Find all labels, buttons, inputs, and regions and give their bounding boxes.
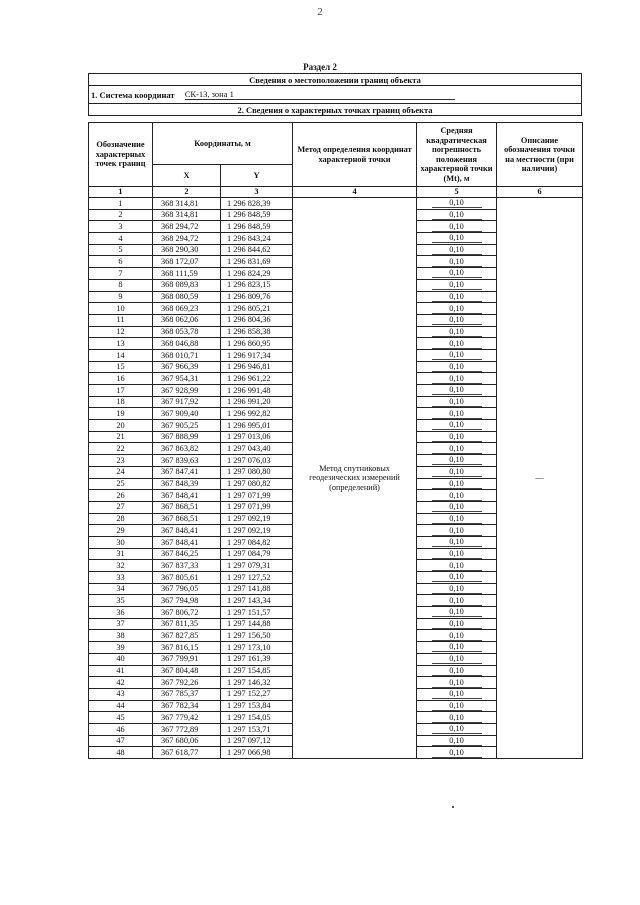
coord-system-value-line xyxy=(185,89,455,100)
coord-x: 367 847,41 xyxy=(153,466,221,478)
coord-x: 368 069,23 xyxy=(153,303,221,315)
accuracy-value: 0,10 xyxy=(432,526,482,536)
accuracy-value: 0,10 xyxy=(432,748,482,758)
header-y: Y xyxy=(221,165,293,187)
column-number: 5 xyxy=(417,187,497,198)
coord-y: 1 296 843,24 xyxy=(221,233,293,245)
coord-y: 1 296 991,20 xyxy=(221,396,293,408)
accuracy-value: 0,10 xyxy=(432,304,482,314)
accuracy-cell xyxy=(417,723,497,735)
coord-y: 1 297 071,99 xyxy=(221,490,293,502)
coord-system-label: 1. Система координат xyxy=(91,90,175,100)
point-number: 40 xyxy=(89,653,153,665)
point-number: 28 xyxy=(89,513,153,525)
point-number: 30 xyxy=(89,536,153,548)
point-number: 37 xyxy=(89,618,153,630)
accuracy-cell xyxy=(417,349,497,361)
coord-y: 1 297 141,88 xyxy=(221,583,293,595)
coord-x: 368 314,81 xyxy=(153,209,221,221)
accuracy-cell xyxy=(417,268,497,280)
point-number: 32 xyxy=(89,560,153,572)
coord-x: 367 928,99 xyxy=(153,385,221,397)
point-number: 4 xyxy=(89,233,153,245)
point-number: 27 xyxy=(89,501,153,513)
point-number: 41 xyxy=(89,665,153,677)
coord-y: 1 296 848,59 xyxy=(221,221,293,233)
accuracy-cell xyxy=(417,583,497,595)
accuracy-value: 0,10 xyxy=(432,584,482,594)
accuracy-value: 0,10 xyxy=(432,724,482,734)
coord-y: 1 296 828,39 xyxy=(221,198,293,210)
coord-y: 1 297 080,80 xyxy=(221,466,293,478)
accuracy-value: 0,10 xyxy=(432,245,482,255)
accuracy-value: 0,10 xyxy=(432,280,482,290)
point-number: 44 xyxy=(89,700,153,712)
accuracy-cell xyxy=(417,712,497,724)
coord-y: 1 297 154,85 xyxy=(221,665,293,677)
coord-x: 367 837,33 xyxy=(153,560,221,572)
point-number: 36 xyxy=(89,607,153,619)
points-body xyxy=(89,198,583,759)
accuracy-cell xyxy=(417,490,497,502)
accuracy-value: 0,10 xyxy=(432,549,482,559)
point-number: 42 xyxy=(89,677,153,689)
coord-x: 367 782,34 xyxy=(153,700,221,712)
coord-x: 367 839,63 xyxy=(153,455,221,467)
coord-x: 367 804,48 xyxy=(153,665,221,677)
header-point: Обозначение характерных точек границ xyxy=(89,123,153,187)
coord-y: 1 297 144,88 xyxy=(221,618,293,630)
coord-y: 1 297 127,52 xyxy=(221,572,293,584)
accuracy-value: 0,10 xyxy=(432,432,482,442)
accuracy-value: 0,10 xyxy=(432,491,482,501)
point-number: 24 xyxy=(89,466,153,478)
accuracy-cell xyxy=(417,314,497,326)
column-number: 4 xyxy=(293,187,417,198)
coord-x: 367 827,85 xyxy=(153,630,221,642)
coord-x: 367 917,92 xyxy=(153,396,221,408)
coord-y: 1 297 084,82 xyxy=(221,536,293,548)
accuracy-cell xyxy=(417,279,497,291)
point-number: 45 xyxy=(89,712,153,724)
method-cell xyxy=(293,198,417,759)
point-number: 21 xyxy=(89,431,153,443)
accuracy-value: 0,10 xyxy=(432,339,482,349)
coord-x: 368 294,72 xyxy=(153,233,221,245)
point-number: 18 xyxy=(89,396,153,408)
coord-y: 1 296 844,62 xyxy=(221,244,293,256)
coord-x: 367 905,25 xyxy=(153,420,221,432)
coord-y: 1 296 992,82 xyxy=(221,408,293,420)
point-number: 29 xyxy=(89,525,153,537)
accuracy-cell xyxy=(417,618,497,630)
accuracy-value: 0,10 xyxy=(432,467,482,477)
coord-y: 1 296 824,29 xyxy=(221,268,293,280)
coord-y: 1 297 084,79 xyxy=(221,548,293,560)
accuracy-cell xyxy=(417,326,497,338)
accuracy-cell xyxy=(417,396,497,408)
coord-y: 1 297 076,03 xyxy=(221,455,293,467)
coord-y: 1 297 156,50 xyxy=(221,630,293,642)
accuracy-cell xyxy=(417,291,497,303)
header-description: Описание обозначения точки на местности (при наличии) xyxy=(497,123,583,187)
coord-x: 367 909,40 xyxy=(153,408,221,420)
accuracy-value: 0,10 xyxy=(432,572,482,582)
accuracy-value: 0,10 xyxy=(432,514,482,524)
coord-x: 367 794,98 xyxy=(153,595,221,607)
coord-y: 1 296 809,76 xyxy=(221,291,293,303)
accuracy-value: 0,10 xyxy=(432,268,482,278)
point-number: 26 xyxy=(89,490,153,502)
coord-x: 367 848,41 xyxy=(153,525,221,537)
coord-x: 368 172,07 xyxy=(153,256,221,268)
coord-y: 1 296 805,21 xyxy=(221,303,293,315)
accuracy-cell xyxy=(417,303,497,315)
coord-y: 1 296 860,95 xyxy=(221,338,293,350)
coord-x: 368 062,06 xyxy=(153,314,221,326)
point-number: 2 xyxy=(89,209,153,221)
coord-x: 367 811,35 xyxy=(153,618,221,630)
column-number: 6 xyxy=(497,187,583,198)
accuracy-cell xyxy=(417,361,497,373)
coord-y: 1 296 823,15 xyxy=(221,279,293,291)
point-number: 31 xyxy=(89,548,153,560)
coord-x: 368 089,83 xyxy=(153,279,221,291)
accuracy-value: 0,10 xyxy=(432,666,482,676)
coord-y: 1 296 991,48 xyxy=(221,385,293,397)
coord-y: 1 297 146,32 xyxy=(221,677,293,689)
coord-x: 367 680,06 xyxy=(153,735,221,747)
accuracy-value: 0,10 xyxy=(432,455,482,465)
accuracy-cell xyxy=(417,688,497,700)
coord-x: 367 772,89 xyxy=(153,723,221,735)
accuracy-value: 0,10 xyxy=(432,257,482,267)
point-number: 47 xyxy=(89,735,153,747)
header-x: X xyxy=(153,165,221,187)
header-method: Метод определения координат характерной точки xyxy=(293,123,417,187)
accuracy-value: 0,10 xyxy=(432,210,482,220)
coord-y: 1 296 995,01 xyxy=(221,420,293,432)
location-header-table xyxy=(88,73,582,116)
accuracy-cell xyxy=(417,256,497,268)
coord-x: 367 618,77 xyxy=(153,747,221,759)
accuracy-cell xyxy=(417,198,497,210)
coord-y: 1 296 831,69 xyxy=(221,256,293,268)
coord-x: 367 848,39 xyxy=(153,478,221,490)
accuracy-value: 0,10 xyxy=(432,420,482,430)
point-number: 5 xyxy=(89,244,153,256)
accuracy-value: 0,10 xyxy=(432,444,482,454)
coord-x: 367 779,42 xyxy=(153,712,221,724)
coord-y: 1 297 080,82 xyxy=(221,478,293,490)
accuracy-cell xyxy=(417,653,497,665)
column-number: 1 xyxy=(89,187,153,198)
coord-x: 368 010,71 xyxy=(153,349,221,361)
accuracy-cell xyxy=(417,595,497,607)
description-text: — xyxy=(535,473,544,483)
point-number: 10 xyxy=(89,303,153,315)
point-number: 46 xyxy=(89,723,153,735)
accuracy-value: 0,10 xyxy=(432,736,482,746)
coord-y: 1 297 151,57 xyxy=(221,607,293,619)
point-number: 14 xyxy=(89,349,153,361)
point-number: 39 xyxy=(89,642,153,654)
coord-y: 1 297 097,12 xyxy=(221,735,293,747)
coord-y: 1 297 152,27 xyxy=(221,688,293,700)
accuracy-cell xyxy=(417,221,497,233)
accuracy-value: 0,10 xyxy=(432,631,482,641)
point-number: 15 xyxy=(89,361,153,373)
accuracy-cell xyxy=(417,735,497,747)
point-number: 11 xyxy=(89,314,153,326)
accuracy-value: 0,10 xyxy=(432,537,482,547)
point-number: 6 xyxy=(89,256,153,268)
coord-y: 1 296 946,81 xyxy=(221,361,293,373)
coord-x: 367 816,15 xyxy=(153,642,221,654)
accuracy-cell xyxy=(417,677,497,689)
accuracy-value: 0,10 xyxy=(432,409,482,419)
accuracy-value: 0,10 xyxy=(432,385,482,395)
accuracy-value: 0,10 xyxy=(432,327,482,337)
coord-system-row xyxy=(89,86,582,104)
coord-system-value: СК-13, зона 1 xyxy=(184,89,234,99)
coord-x: 368 294,72 xyxy=(153,221,221,233)
coord-y: 1 296 848,59 xyxy=(221,209,293,221)
accuracy-cell xyxy=(417,560,497,572)
coord-x: 367 799,91 xyxy=(153,653,221,665)
accuracy-cell xyxy=(417,630,497,642)
accuracy-cell xyxy=(417,408,497,420)
accuracy-cell xyxy=(417,420,497,432)
accuracy-value: 0,10 xyxy=(432,678,482,688)
accuracy-cell xyxy=(417,466,497,478)
accuracy-value: 0,10 xyxy=(432,479,482,489)
accuracy-cell xyxy=(417,244,497,256)
accuracy-cell xyxy=(417,607,497,619)
accuracy-value: 0,10 xyxy=(432,642,482,652)
accuracy-cell xyxy=(417,443,497,455)
accuracy-cell xyxy=(417,747,497,759)
point-number: 20 xyxy=(89,420,153,432)
coord-y: 1 297 154,05 xyxy=(221,712,293,724)
coord-y: 1 296 804,36 xyxy=(221,314,293,326)
accuracy-cell xyxy=(417,501,497,513)
accuracy-cell xyxy=(417,209,497,221)
method-text: Метод спутниковых геодезических измерений (определений) xyxy=(309,463,400,492)
accuracy-value: 0,10 xyxy=(432,619,482,629)
accuracy-cell xyxy=(417,642,497,654)
coord-x: 368 314,81 xyxy=(153,198,221,210)
column-numbers-row xyxy=(89,187,583,198)
accuracy-value: 0,10 xyxy=(432,222,482,232)
coord-x: 367 846,25 xyxy=(153,548,221,560)
coord-y: 1 297 153,84 xyxy=(221,700,293,712)
coord-x: 367 792,26 xyxy=(153,677,221,689)
accuracy-cell xyxy=(417,431,497,443)
point-number: 34 xyxy=(89,583,153,595)
points-table xyxy=(88,122,583,759)
description-cell xyxy=(497,198,583,759)
point-number: 7 xyxy=(89,268,153,280)
coord-y: 1 297 092,19 xyxy=(221,513,293,525)
point-number: 19 xyxy=(89,408,153,420)
accuracy-cell xyxy=(417,548,497,560)
coord-y: 1 296 961,22 xyxy=(221,373,293,385)
accuracy-cell xyxy=(417,233,497,245)
page-number: 2 xyxy=(317,6,323,18)
accuracy-value: 0,10 xyxy=(432,654,482,664)
coord-y: 1 296 858,38 xyxy=(221,326,293,338)
accuracy-value: 0,10 xyxy=(432,397,482,407)
accuracy-cell xyxy=(417,572,497,584)
accuracy-value: 0,10 xyxy=(432,701,482,711)
coord-y: 1 297 161,39 xyxy=(221,653,293,665)
accuracy-cell xyxy=(417,385,497,397)
coord-x: 368 046,88 xyxy=(153,338,221,350)
accuracy-cell xyxy=(417,373,497,385)
block-title: Сведения о местоположении границ объекта xyxy=(89,74,582,86)
point-number: 16 xyxy=(89,373,153,385)
column-number: 3 xyxy=(221,187,293,198)
coord-x: 367 848,41 xyxy=(153,536,221,548)
coord-x: 367 785,37 xyxy=(153,688,221,700)
accuracy-cell xyxy=(417,536,497,548)
coord-y: 1 297 013,06 xyxy=(221,431,293,443)
scan-speck xyxy=(452,806,454,808)
point-number: 17 xyxy=(89,385,153,397)
point-number: 35 xyxy=(89,595,153,607)
coord-x: 367 805,61 xyxy=(153,572,221,584)
accuracy-value: 0,10 xyxy=(432,233,482,243)
accuracy-cell xyxy=(417,525,497,537)
coord-y: 1 297 153,71 xyxy=(221,723,293,735)
points-title: 2. Сведения о характерных точках границ объекта xyxy=(89,104,582,116)
coord-y: 1 297 143,34 xyxy=(221,595,293,607)
accuracy-value: 0,10 xyxy=(432,561,482,571)
point-number: 23 xyxy=(89,455,153,467)
coord-x: 368 111,59 xyxy=(153,268,221,280)
accuracy-cell xyxy=(417,338,497,350)
header-coords: Координаты, м xyxy=(153,123,293,165)
header-accuracy: Средняя квадратическая погрешность положения характерной точки (Mt), м xyxy=(417,123,497,187)
coord-y: 1 297 043,40 xyxy=(221,443,293,455)
coord-y: 1 297 066,98 xyxy=(221,747,293,759)
coord-y: 1 297 079,31 xyxy=(221,560,293,572)
table-row xyxy=(89,198,583,210)
coord-x: 367 796,05 xyxy=(153,583,221,595)
point-number: 12 xyxy=(89,326,153,338)
coord-y: 1 297 173,10 xyxy=(221,642,293,654)
accuracy-cell xyxy=(417,513,497,525)
point-number: 38 xyxy=(89,630,153,642)
point-number: 1 xyxy=(89,198,153,210)
accuracy-cell xyxy=(417,478,497,490)
accuracy-value: 0,10 xyxy=(432,362,482,372)
coord-x: 367 954,31 xyxy=(153,373,221,385)
accuracy-value: 0,10 xyxy=(432,315,482,325)
coord-x: 367 806,72 xyxy=(153,607,221,619)
coord-y: 1 296 917,34 xyxy=(221,349,293,361)
point-number: 48 xyxy=(89,747,153,759)
coord-x: 368 290,30 xyxy=(153,244,221,256)
point-number: 13 xyxy=(89,338,153,350)
accuracy-value: 0,10 xyxy=(432,502,482,512)
point-number: 8 xyxy=(89,279,153,291)
column-number: 2 xyxy=(153,187,221,198)
point-number: 43 xyxy=(89,688,153,700)
point-number: 9 xyxy=(89,291,153,303)
coord-y: 1 297 071,99 xyxy=(221,501,293,513)
coord-x: 367 848,41 xyxy=(153,490,221,502)
accuracy-value: 0,10 xyxy=(432,713,482,723)
accuracy-value: 0,10 xyxy=(432,689,482,699)
accuracy-value: 0,10 xyxy=(432,292,482,302)
accuracy-value: 0,10 xyxy=(432,350,482,360)
accuracy-value: 0,10 xyxy=(432,198,482,208)
point-number: 22 xyxy=(89,443,153,455)
coord-x: 367 868,51 xyxy=(153,513,221,525)
accuracy-cell xyxy=(417,665,497,677)
coord-x: 368 080,59 xyxy=(153,291,221,303)
coord-x: 367 863,82 xyxy=(153,443,221,455)
coord-x: 367 888,99 xyxy=(153,431,221,443)
point-number: 33 xyxy=(89,572,153,584)
coord-x: 367 868,51 xyxy=(153,501,221,513)
accuracy-value: 0,10 xyxy=(432,607,482,617)
coord-y: 1 297 092,19 xyxy=(221,525,293,537)
accuracy-cell xyxy=(417,700,497,712)
coord-x: 368 053,78 xyxy=(153,326,221,338)
point-number: 3 xyxy=(89,221,153,233)
coord-x: 367 966,39 xyxy=(153,361,221,373)
point-number: 25 xyxy=(89,478,153,490)
accuracy-value: 0,10 xyxy=(432,596,482,606)
accuracy-value: 0,10 xyxy=(432,374,482,384)
accuracy-cell xyxy=(417,455,497,467)
section-title: Раздел 2 xyxy=(303,62,337,72)
